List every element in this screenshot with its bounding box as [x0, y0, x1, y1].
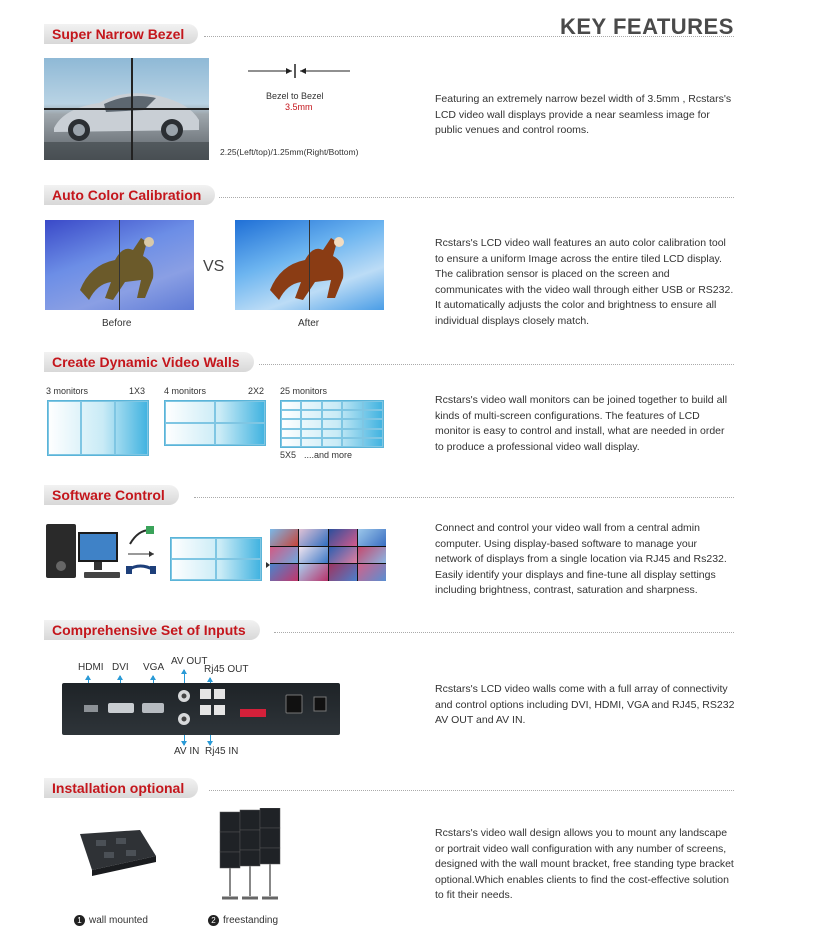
config-25-label: 25 monitors	[280, 386, 328, 396]
bezel-dimensions: 2.25(Left/top)/1.25mm(Right/Bottom)	[220, 147, 359, 157]
section-heading: Create Dynamic Video Walls	[44, 352, 254, 372]
dvi-label: DVI	[112, 662, 129, 673]
computer-image	[44, 520, 124, 582]
after-photo	[235, 220, 384, 310]
bezel-photo	[44, 58, 209, 160]
section-heading: Installation optional	[44, 778, 198, 798]
section-heading: Comprehensive Set of Inputs	[44, 620, 260, 640]
section-header-dynamic	[44, 352, 734, 374]
av-in-arrow-icon	[184, 735, 185, 745]
seam	[119, 220, 120, 310]
freestanding-label: freestanding	[223, 915, 279, 926]
divider	[219, 197, 734, 198]
rj45-in-arrow-icon	[210, 735, 211, 745]
divider	[204, 36, 734, 37]
freestanding-image	[216, 808, 284, 904]
hdmi-label: HDMI	[78, 662, 104, 673]
inputs-description: Rcstars's LCD video walls come with a full array of connectivity and control options including DVI, HDMI, VGA and RJ45, RS232 AV OUT and AV IN.	[435, 683, 735, 726]
av-out-arrow-icon	[184, 670, 185, 684]
config-4-code: 2X2	[248, 386, 265, 396]
config-3-code: 1X3	[129, 386, 146, 396]
before-photo	[45, 220, 194, 310]
bezel-description: Featuring an extremely narrow bezel width of 3.5mm , Rcstars's LCD video wall displays provide a near seamless image for public venues and control rooms.	[435, 93, 732, 136]
bezel-label: Bezel to Bezel	[266, 91, 324, 101]
divider	[209, 790, 734, 791]
seam	[309, 220, 310, 310]
number-badge-1: 1	[74, 915, 85, 926]
section-header-software	[44, 485, 734, 507]
vga-label: VGA	[143, 662, 165, 673]
av-in-label: AV IN	[174, 746, 200, 757]
section-heading: Super Narrow Bezel	[44, 24, 198, 44]
divider	[274, 632, 734, 633]
video-wall-image	[270, 529, 386, 581]
section-header-color	[44, 185, 734, 207]
grid-5x5	[280, 400, 384, 448]
after-label: After	[298, 318, 320, 329]
cables-image	[124, 524, 158, 580]
config-25-code: 5X5	[280, 450, 297, 460]
rj45-in-label: Rj45 IN	[205, 746, 239, 757]
color-description: Rcstars's LCD video wall features an auto color calibration tool to ensure a uniform Image across the entire tiled LCD display. The calibration sensor is placed on the screen and communicates with the video wall through either USB or RS232. It automatically adjusts the color and brightness to ensure all individual displays closely match.	[435, 237, 734, 327]
software-grid-2x2	[170, 537, 262, 581]
section-header-install	[44, 778, 734, 800]
bezel-value: 3.5mm	[285, 102, 313, 112]
divider	[259, 364, 734, 365]
section-header-bezel	[44, 24, 734, 46]
config-3-label: 3 monitors	[46, 386, 89, 396]
av-out-label: AV OUT	[171, 656, 208, 667]
number-badge-2: 2	[208, 915, 219, 926]
wall-mounted-label: wall mounted	[89, 915, 148, 926]
wall-mount-bracket-image	[70, 826, 160, 876]
and-more-label: ....and more	[304, 450, 353, 460]
vs-label: VS	[203, 258, 225, 275]
software-description: Connect and control your video wall from a central admin computer. Using display-based software to manage your network of displays from a single location via RJ45 and Rs232. Easily identify your displays and fine-tune all display settings including brightness, contrast, saturation and sharpness.	[435, 522, 727, 596]
section-heading: Auto Color Calibration	[44, 185, 215, 205]
page-title: KEY FEATURES	[560, 14, 734, 39]
section-heading: Software Control	[44, 485, 179, 505]
section-header-inputs	[44, 620, 734, 642]
grid-2x2	[164, 400, 266, 446]
before-label: Before	[102, 318, 132, 329]
io-panel-image	[62, 683, 340, 735]
bezel-arrow-diagram	[248, 64, 350, 78]
bezel-seam-h	[44, 108, 209, 110]
config-4-label: 4 monitors	[164, 386, 207, 396]
dynamic-description: Rcstars's video wall monitors can be joined together to build all kinds of multi-screen configurations. The features of LCD monitor is easy to control and install, what are needed in order to produce a professional video wall display.	[435, 394, 728, 453]
divider	[194, 497, 734, 498]
grid-1x3	[47, 400, 149, 456]
install-description: Rcstars's video wall design allows you to mount any landscape or portrait video wall configuration with any number of screens, designed with the wall mount bracket, free standing type bracket optional.Which enables clients to find the cost-effective solution to fit their needs.	[435, 827, 734, 901]
rj45-out-label: Rj45 OUT	[204, 664, 249, 675]
